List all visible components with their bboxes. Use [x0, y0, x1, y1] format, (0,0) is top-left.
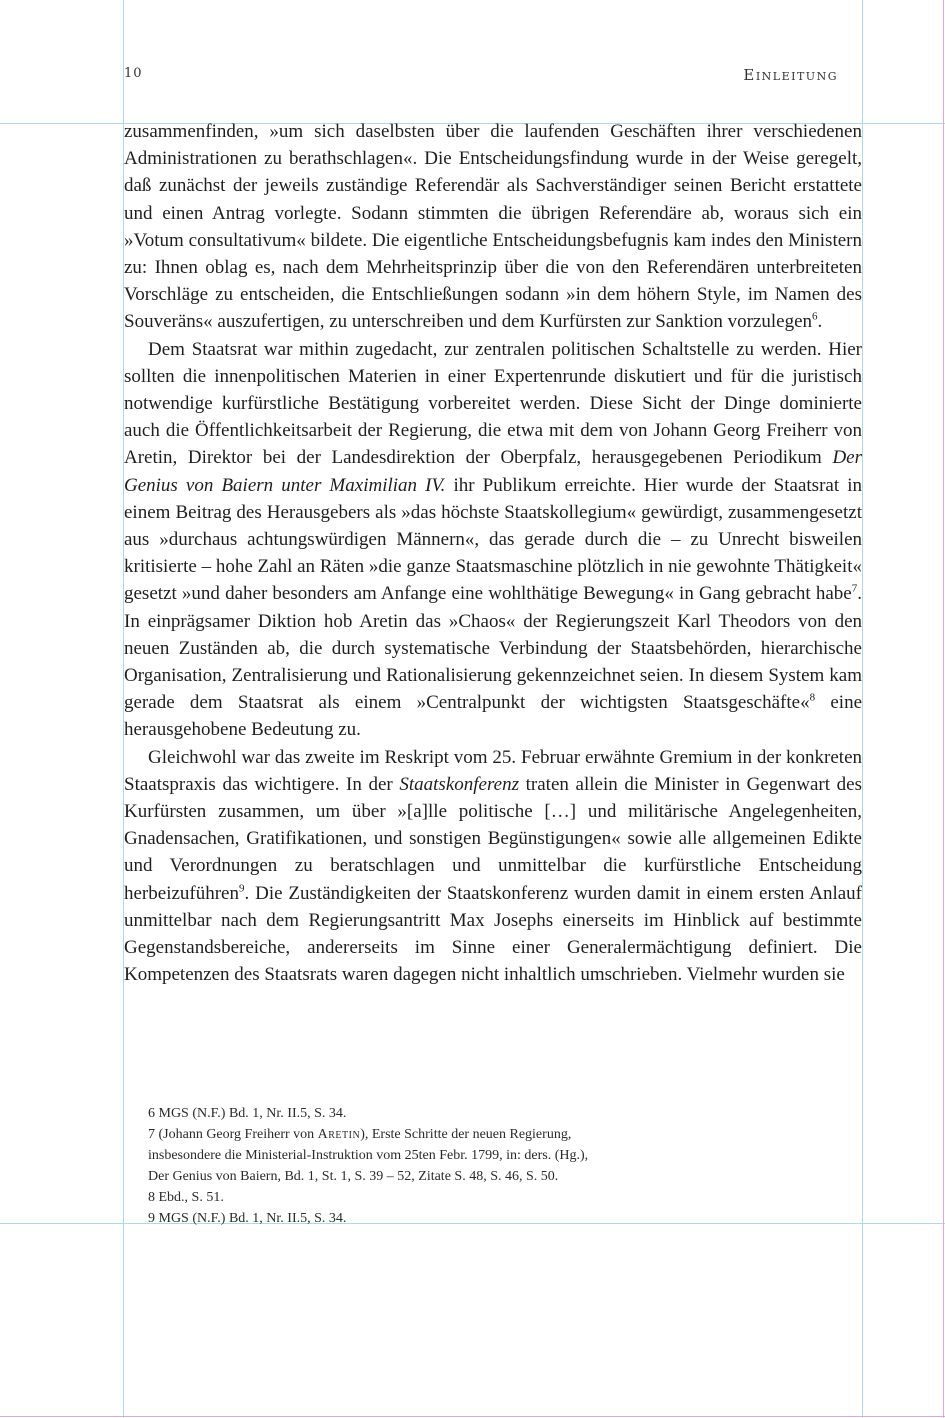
page-number: 10 [124, 66, 143, 81]
page-edge-right [943, 0, 944, 1418]
footnote-6: 6 MGS (N.F.) Bd. 1, Nr. II.5, S. 34. [148, 1106, 347, 1121]
footnotes [148, 1103, 768, 1229]
page-edge-bottom [0, 1416, 945, 1417]
author-name: Aretin [317, 1127, 361, 1142]
body-text [124, 118, 862, 989]
paragraph-2: Dem Staatsrat war mithin zugedacht, zur zentralen politischen Schaltstelle zu werden. Hier sollten die innenpolitischen Materien in einer Expertenrunde diskutiert und für die juristisch notwendige kurfürstliche Bestätigung vorbereitet werden. Diese Sicht der Dinge dominierte auch die Öffentlichkeitsarbeit der Regierung, die etwa mit dem von Johann Georg Freiherr von Aretin, Direktor bei der Landesdirektion der Oberpfalz, herausgegebenen Periodikum Der Genius von Baiern unter Maximilian IV. ihr Publikum erreichte. Hier wurde der Staatsrat in einem Beitrag des Herausgebers als »das höchste Staatskollegium« gewürdigt, zusammengesetzt aus »durchaus achtungswürdigen Männern«, das gerade durch die – zu Unrecht bisweilen kritisierte – hohe Zahl an Räten »die ganze Staatsmaschine plötzlich in nie gewohnte Thätigkeit« gesetzt »und daher besonders am Anfange eine wohlthätige Bewegung« in Gang gebracht habe$^7$. In einprägsamer Diktion hob Aretin das »Chaos« der Regierungszeit Karl Theodors von den neuen Zuständen ab, die durch systematische Verbindung der Staatsbehörden, hierarchische Organisation, Zentralisierung und Rationalisierung gekennzeichnet seien. In diesem System kam gerade dem Staatsrat als einem »Centralpunkt der wichtigsten Staatsgeschäfte«$^8$ eine herausgehobene Bedeutung zu. [124, 338, 863, 741]
paragraph-1: zusammenfinden, »um sich daselbsten über die laufenden Geschäften ihrer verschiedenen Administrationen zu berathschlagen«. Die Entscheidungsfindung wurde in der Weise geregelt, daß zunächst der jeweils zuständige Referendär als Sachverständiger seinen Bericht erstattete und einen Antrag vorlegte. Sodann stimmten die übrigen Referendäre ab, woraus sich ein »Votum consultativum« bildete. Die eigentliche Entscheidungsbefugnis kam indes den Ministern zu: Ihnen oblag es, nach dem Mehrheitsprinzip über die von den Referendären unterbreiteten Vorschläge zu entscheiden, die Entschließungen sodann »in dem höhern Style, im Namen des Souveräns« auszufertigen, zu unterschreiben und dem Kurfürsten zur Sanktion vorzulegen$^6$. [124, 121, 862, 333]
running-title: Einleitung [743, 66, 838, 84]
term-staatskonferenz: Staatskonferenz [399, 773, 519, 795]
right-margin-guide [862, 0, 863, 1418]
footnote-9: 9 MGS (N.F.) Bd. 1, Nr. II.5, S. 34. [148, 1211, 347, 1226]
footnote-8: 8 Ebd., S. 51. [148, 1190, 224, 1205]
footnote-ref-7[interactable]: 7 [851, 583, 858, 596]
footnote-ref-6[interactable]: 6 [812, 311, 818, 324]
footnote-ref-9[interactable]: 9 [239, 882, 245, 895]
footnote-ref-8[interactable]: 8 [809, 691, 816, 704]
periodical-title: Der Genius von Baiern unter Maximilian IV. [124, 447, 862, 496]
footnote-7: 7 (Johann Georg Freiherr von Aretin), Erste Schritte der neuen Regierung, insbesondere die Ministerial-Instruktion vom 25ten Febr. 1799, in: ders. (Hg.), Der Genius von Baiern, Bd. 1, St. 1, S. 39 – 52, Zitate S. 48, S. 46, S. 50. [148, 1127, 589, 1184]
paragraph-3: Gleichwohl war das zweite im Reskript vom 25. Februar erwähnte Gremium in der konkreten Staatspraxis das wichtigere. In der Staatskonferenz traten allein die Minister in Gegenwart des Kurfürsten zusammen, um über »[a]lle politische […] und militärische Angelegenheiten, Gnadensachen, Gratifikationen, und sonstigen Begünstigungen« sowie alle allgemeinen Edikte und Verordnungen zu beratschlagen und unmittelbar die kurfürstliche Entscheidung herbeizuführen$^9$. Die Zuständigkeiten der Staatskonferenz wurden damit in einem ersten Anlauf unmittelbar nach dem Regierungsantritt Max Josephs einerseits im Hinblick auf bestimmte Gegenstandsbereiche, andererseits im Sinne einer Generalermächtigung definiert. Die Kompetenzen des Staatsrats waren dagegen nicht inhaltlich umschrieben. Vielmehr wurden sie [124, 746, 862, 986]
